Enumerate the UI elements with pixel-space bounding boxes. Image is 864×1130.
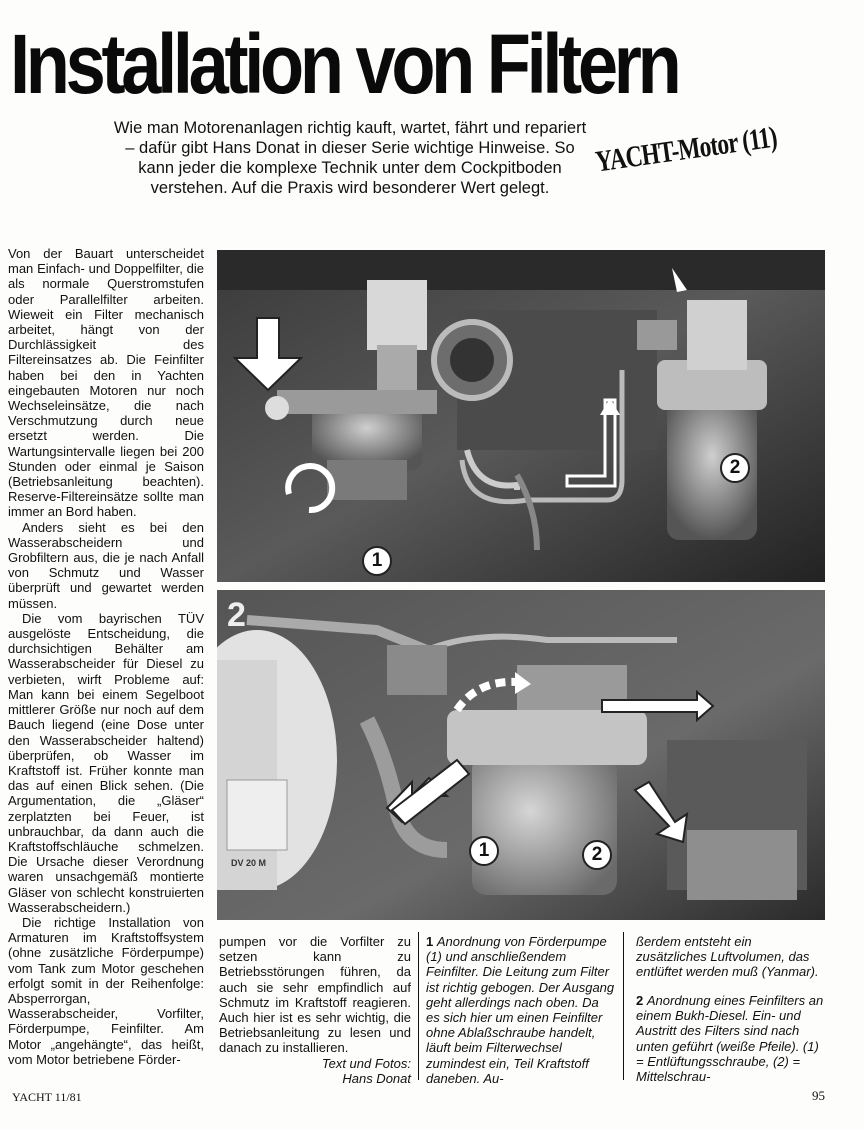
paragraph: Anders sieht es bei den Wasserabscheidern und Grobfiltern aus, die je nach Anfall von Schmutz und Wasser überprüft und gewartet werden müssen. (8, 519, 204, 611)
lead-paragraph: Wie man Motorenanlagen richtig kauft, wartet, fährt und repariert – dafür gibt Hans Donat in dieser Serie wichtige Hinweise. So kann jeder die komplexe Technik unter dem Cockpitboden verstehen. Auf die Praxis wird besonderer Wert gelegt. (113, 119, 587, 197)
photo-marker-2: 2 (720, 453, 750, 483)
article-column-1 (8, 246, 204, 1086)
column-divider (418, 932, 419, 1080)
footer-issue: YACHT 11/81 (12, 1090, 82, 1104)
photo-2-illustration (217, 590, 825, 920)
photo-2-fine-filter (217, 590, 825, 920)
photo-1-illustration (217, 250, 825, 582)
credit-line: Text und Fotos: (321, 1055, 411, 1071)
photo-marker-1: 1 (469, 836, 499, 866)
paragraph: pumpen vor die Vorfilter zu setzen kann zu Betriebsstörungen führen, da auch sie sehr empfindlich auf Schmutz im Kraftstoff reagieren. Auch hier ist es sehr wichtig, die Betriebsanleitung zu lesen und danach zu installieren. (219, 934, 411, 1056)
page-title: Installation von Filtern (10, 17, 678, 111)
paragraph: Die vom bayrischen TÜV ausgelöste Entscheidung, die durchsichtigen Behälter am Wasserabscheider für Diesel zu verbieten, wirft Probleme auf: Man kann bei einem Segelboot mittlerer Größe nur noch auf dem Bauch liegend (eine Dose unter den Wasserabscheider haltend) überprüfen, ob Wasser im Kraftstoff ist. Früher konnte man das auf einen Blick sehen. (Die Argumentation, die „Gläser“ zerplatzten bei Feuer, ist unbrauchbar, da dann auch die Kraftstoffschläuche schmelzen. Die Ursache dieser Verordnung waren unsachgemäß montierte Gläser von schlecht konstruierten Wasserabscheidern.) (8, 610, 204, 915)
credit-author: Hans Donat (342, 1070, 411, 1086)
article-column-2 (219, 934, 411, 1086)
caption-1-continued (636, 934, 826, 980)
caption-2 (636, 993, 826, 1084)
page-number: 95 (812, 1088, 825, 1103)
column-divider (623, 932, 624, 1080)
paragraph: Von der Bauart unterscheidet man Einfach- und Doppelfilter, die als normale Querstromstufen oder Parallelfilter arbeiten. Wieweit ein Filter mechanisch arbeitet, hängt von der Durchlässigkeit des Filtereinsatzes ab. Die Feinfilter haben bei den in Yachten eingebauten Motoren nur noch Wechseleinsätze, die nach Verschmutzung durch neue ersetzt werden. Die Wartungsintervalle liegen bei 200 Stunden oder einmal je Saison (Betriebsanleitung beachten). Reserve-Filtereinsätze sollte man immer an Bord haben. (8, 246, 204, 520)
photo-corner-number: 2 (227, 596, 246, 634)
caption-text: Anordnung eines Feinfilters an einem Bukh-Diesel. Ein- und Austritt des Filters sind nach unten geführt (weiße Pfeile). (1) = Entlüftungsschraube, (2) = Mittelschrau- (636, 993, 824, 1085)
series-badge-text: YACHT-Motor (11) (593, 120, 779, 179)
paragraph: Die richtige Installation von Armaturen im Kraftstoffsystem (ohne zusätzliche Förderpumpe) vom Tank zum Motor geschehen erfolgt somit in der Reihenfolge: Absperrorgan, Wasserabscheider, Vorfilter, Förderpumpe, Feinfilter. Am Motor „angehängte“, das heißt, vom Motor betriebene Förder- (8, 914, 204, 1067)
photo-1-fuel-pump (217, 250, 825, 582)
caption-number: 2 (636, 993, 644, 1008)
photo-marker-1: 1 (362, 546, 392, 576)
caption-text: Anordnung von Förderpumpe (1) und anschließendem Feinfilter. Die Leitung zum Filter ist richtig gebogen. Der Ausgang geht allerdings nach oben. Da es sich hier um einen Feinfilter ohne Ablaßschraube handelt, läuft beim Filterwechsel zumindest ein, Teil Kraftstoff daneben. Au- (426, 934, 615, 1086)
caption-1 (426, 934, 616, 1086)
caption-text: ßerdem entsteht ein zusätzliches Luftvolumen, das entlüftet werden muß (Yanmar). (636, 934, 819, 980)
photo-marker-2: 2 (582, 840, 612, 870)
caption-number: 1 (426, 934, 434, 949)
photo-label-text: DV 20 M (231, 858, 267, 868)
series-badge (593, 114, 809, 199)
